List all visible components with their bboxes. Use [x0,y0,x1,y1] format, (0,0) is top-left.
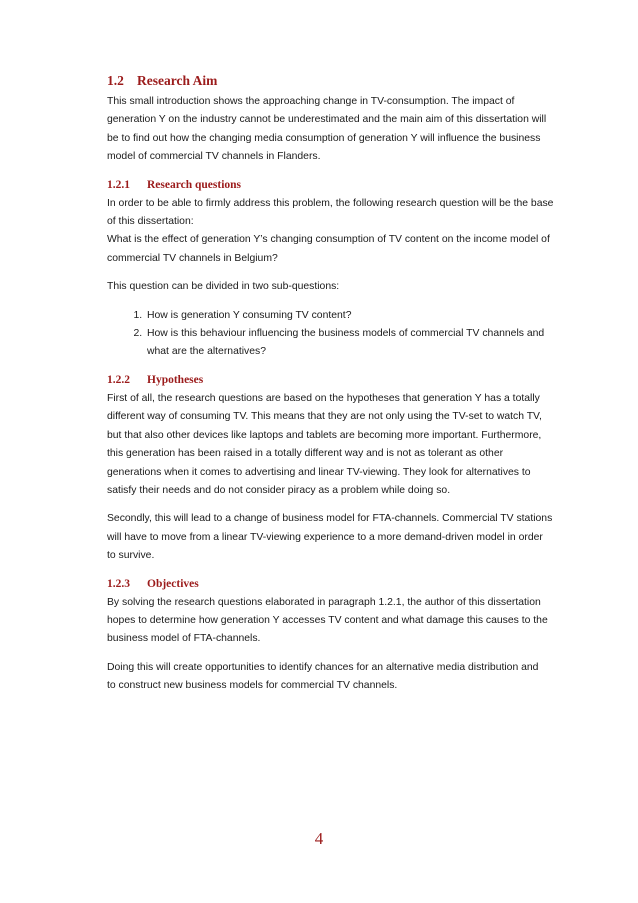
intro-paragraph [107,93,567,167]
subsection-title: Research questions [147,178,242,191]
text-line: By solving the research questions elaborated in paragraph 1.2.1, the author of this dissertation [107,596,541,608]
text-line: generations when it comes to advertising and linear TV-viewing. They look for alternatives to [107,466,531,478]
page-number: 4 [314,829,324,848]
document-page [107,72,567,706]
hypotheses-paragraph-1 [107,390,567,500]
section-title: Research Aim [137,73,218,88]
sub-question-1: How is generation Y consuming TV content? [147,309,352,321]
text-line: Doing this will create opportunities to identify chances for an alternative media distribution and [107,661,539,673]
text-line: satisfy their needs and do not consider piracy as a problem while doing so. [107,484,451,496]
text-line: but that also other devices like laptops and tablets are becoming more important. Furthermore, [107,429,542,441]
text-line: this generation has been raised in a totally different way and is not as tolerant as other [107,448,504,460]
text-line: In order to be able to firmly address this problem, the following research question will be the base [107,197,554,209]
subsection-number: 1.2.2 [107,373,130,386]
text-line: be to find out how the changing media consumption of generation Y will influence the business [107,132,541,144]
text-line: hopes to determine how generation Y accesses TV content and what damage this causes to the [107,614,548,626]
research-questions-paragraph [107,195,567,269]
list-item [145,325,567,362]
hypotheses-heading [107,372,567,388]
objectives-paragraph-1 [107,594,567,649]
text-line: First of all, the research questions are based on the hypotheses that generation Y has a totally [107,392,540,404]
subsection-number: 1.2.1 [107,178,130,191]
hypotheses-paragraph-2 [107,510,567,565]
sub-questions-intro [107,278,567,296]
text-line: This small introduction shows the approaching change in TV-consumption. The impact of [107,96,515,107]
text-line: What is the effect of generation Y’s changing consumption of TV content on the income model of [107,234,550,246]
section-number: 1.2 [107,73,124,88]
text-line: model of commercial TV channels in Flanders. [107,151,321,163]
subsection-title: Objectives [147,577,199,590]
subsection-title: Hypotheses [147,373,204,386]
subsection-number: 1.2.3 [107,577,130,590]
research-questions-heading [107,177,567,193]
text-line: to construct new business models for commercial TV channels. [107,680,398,692]
sub-question-2-cont: what are the alternatives? [147,346,266,358]
text-line: Secondly, this will lead to a change of business model for FTA-channels. Commercial TV stations [107,513,553,525]
text-line: business model of FTA-channels. [107,633,261,645]
list-item [145,307,567,325]
text-line: of this dissertation: [107,216,194,228]
text-line: This question can be divided in two sub-questions: [107,281,340,293]
text-line: will have to move from a linear TV-viewing experience to a more demand-driven model in order [107,531,543,543]
text-line: commercial TV channels in Belgium? [107,252,278,264]
text-line: different way of consuming TV. This means that they are not only using the TV-set to watch TV, [107,411,542,423]
text-line: generation Y on the industry cannot be underestimated and the main aim of this dissertation will [107,114,547,126]
objectives-paragraph-2 [107,659,567,696]
sub-questions-list [107,307,567,362]
text-line: to survive. [107,550,155,562]
objectives-heading [107,576,567,592]
section-heading [107,72,567,89]
sub-question-2: 2. How is this behaviour influencing the business models of commercial TV channels and [147,328,545,340]
